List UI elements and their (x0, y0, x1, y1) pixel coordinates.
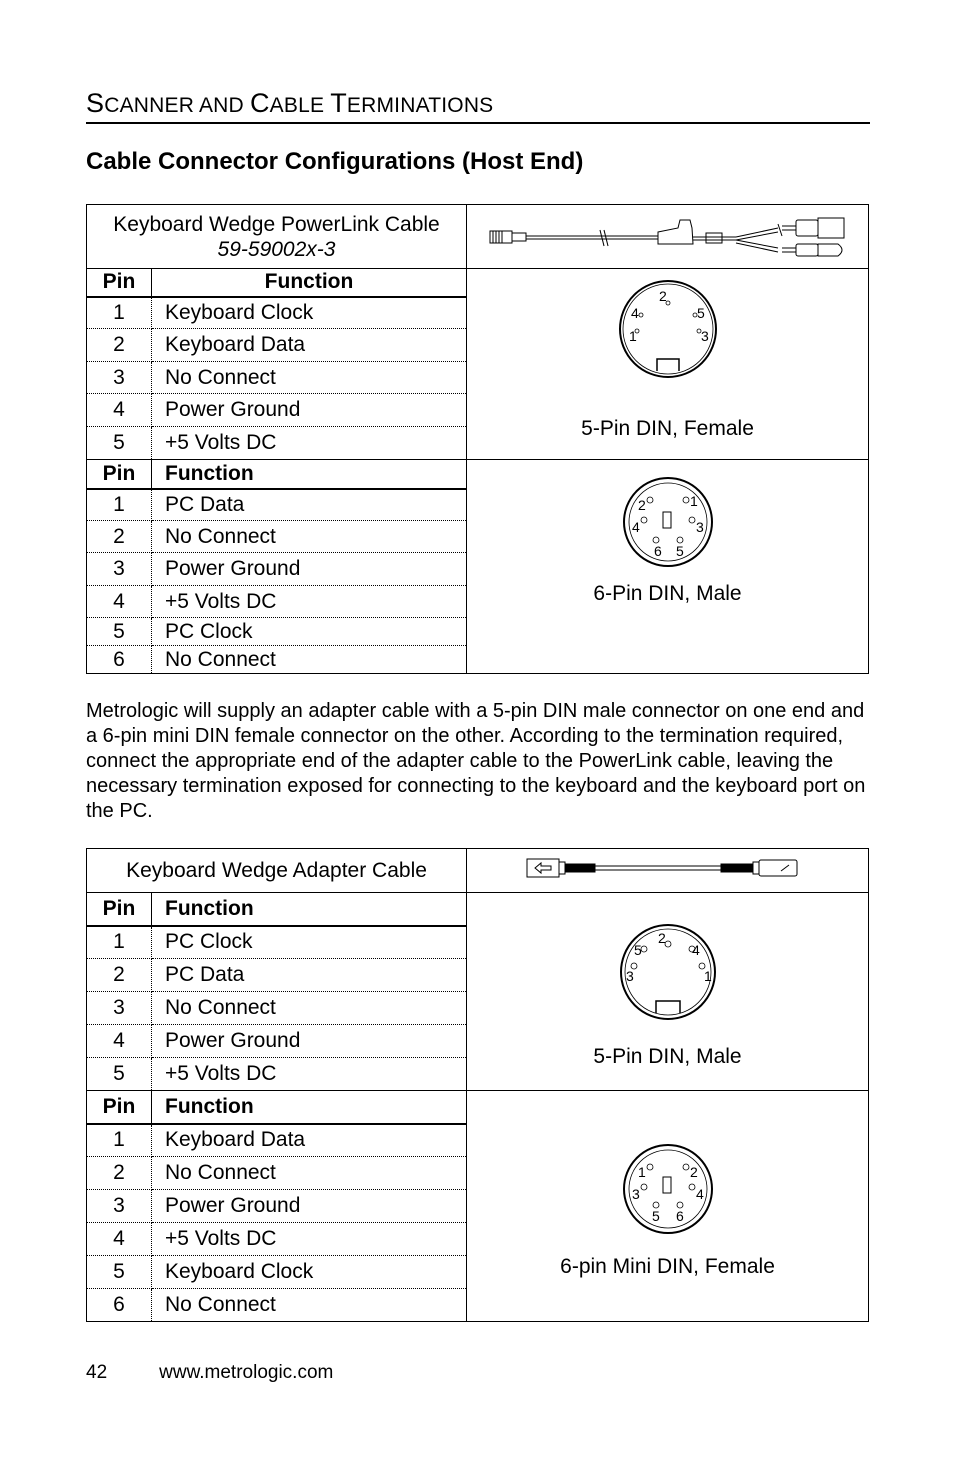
function-header: Function (152, 460, 467, 489)
connector-pin-label: 5 (633, 942, 642, 958)
connector-pin-label: 6 (653, 543, 662, 559)
header-cap-2: C (249, 88, 270, 118)
pin-header: Pin (87, 1091, 152, 1124)
pin-number: 6 (87, 646, 152, 674)
pin-function: Power Ground (152, 394, 467, 427)
footer-url: www.metrologic.com (159, 1362, 334, 1383)
pin-function: No Connect (152, 1289, 467, 1322)
connector-pin-label: 1 (628, 328, 637, 344)
header-cap-1: S (86, 88, 105, 118)
pin-number: 1 (87, 1124, 152, 1157)
pin-header: Pin (87, 893, 152, 926)
connector-pin-label: 5 (651, 1208, 660, 1224)
function-header: Function (152, 269, 467, 297)
header-rest-2: ABLE (269, 94, 331, 117)
connector-pin-label: 3 (625, 968, 634, 984)
connector-pin-label: 5 (675, 543, 684, 559)
pin-number: 2 (87, 329, 152, 362)
pin-number: 2 (87, 521, 152, 553)
function-header: Function (152, 893, 467, 926)
cable-part-number: 59-59002x-3 (217, 237, 336, 261)
connector-pin-label: 4 (630, 305, 639, 321)
pin-function: +5 Volts DC (152, 1223, 467, 1256)
pin-function: PC Data (152, 959, 467, 992)
pin-number: 1 (87, 926, 152, 959)
connector-pin-label: 3 (695, 519, 704, 535)
function-header: Function (152, 1091, 467, 1124)
connector-pin-label: 2 (637, 497, 646, 513)
cable-image-cell (467, 849, 869, 893)
pin-number: 4 (87, 1223, 152, 1256)
connector-pin-label: 3 (700, 328, 709, 344)
pin-number: 3 (87, 553, 152, 586)
pin-function: PC Clock (152, 926, 467, 959)
connector-pin-label: 2 (657, 930, 666, 946)
pin-number: 4 (87, 394, 152, 427)
adapter-cable-paragraph: Metrologic will supply an adapter cable with a 5-pin DIN male connector on one end and a 6-pin mini DIN female connector on the other. According to the termination required, connect the appropriate end of the adapter cable to the PowerLink cable, leaving the necessary termination exposed for connecting to the keyboard and the keyboard port on the PC. (86, 700, 866, 822)
5-pin-din-male-icon (616, 919, 720, 1025)
pin-number: 2 (87, 959, 152, 992)
pin-number: 4 (87, 586, 152, 618)
connector-label: 6-pin Mini DIN, Female (560, 1255, 775, 1278)
connector-pin-label: 4 (691, 942, 700, 958)
pin-number: 4 (87, 1025, 152, 1058)
cable-name-cell (87, 205, 467, 269)
connector-label: 5-Pin DIN, Female (581, 417, 754, 440)
5-pin-din-female-icon (613, 273, 723, 385)
pin-function: Keyboard Data (152, 329, 467, 362)
pin-number: 6 (87, 1289, 152, 1322)
connector-pin-label: 5 (696, 305, 705, 321)
pin-function: Keyboard Data (152, 1124, 467, 1157)
connector-pin-label: 4 (631, 519, 640, 535)
connector-cell-6pin-mini-din-female (467, 1091, 869, 1322)
pin-function: No Connect (152, 362, 467, 394)
page-footer (86, 1362, 333, 1384)
pin-function: +5 Volts DC (152, 1058, 467, 1091)
page-number: 42 (86, 1362, 108, 1383)
pin-function: No Connect (152, 992, 467, 1025)
pin-number: 3 (87, 992, 152, 1025)
pin-number: 1 (87, 297, 152, 329)
connector-label: 6-Pin DIN, Male (593, 582, 742, 605)
connector-cell-5pin-din-female (467, 269, 869, 460)
header-cap-3: T (330, 88, 347, 118)
connector-label: 5-Pin DIN, Male (593, 1045, 742, 1068)
cable-name: Keyboard Wedge PowerLink Cable (113, 212, 440, 236)
connector-pin-label: 4 (695, 1186, 704, 1202)
pin-function: No Connect (152, 646, 467, 674)
pin-number: 2 (87, 1157, 152, 1190)
pin-function: No Connect (152, 521, 467, 553)
cable-name-cell (87, 849, 467, 893)
page-header (86, 88, 870, 124)
pin-function: PC Data (152, 489, 467, 521)
connector-pin-label: 6 (675, 1208, 684, 1224)
pin-function: Keyboard Clock (152, 1256, 467, 1289)
powerlink-cable-table (86, 204, 869, 674)
pin-header: Pin (87, 460, 152, 489)
connector-pin-label: 2 (658, 288, 667, 304)
header-rest-3: ERMINATIONS (346, 94, 494, 117)
pin-number: 5 (87, 427, 152, 460)
pin-function: Power Ground (152, 553, 467, 586)
connector-pin-label: 1 (689, 493, 698, 509)
pin-function: No Connect (152, 1157, 467, 1190)
connector-pin-label: 2 (689, 1164, 698, 1180)
connector-pin-label: 3 (631, 1186, 640, 1202)
cable-name: Keyboard Wedge Adapter Cable (126, 859, 427, 882)
pin-function: +5 Volts DC (152, 586, 467, 618)
connector-cell-5pin-din-male (467, 893, 869, 1091)
pin-function: Keyboard Clock (152, 297, 467, 329)
pin-number: 5 (87, 618, 152, 646)
pin-number: 5 (87, 1256, 152, 1289)
adapter-cable-icon (523, 853, 813, 883)
6-pin-mini-din-female-icon (618, 1139, 718, 1239)
connector-cell-6pin-din-male (467, 460, 869, 674)
powerlink-cable-icon (478, 206, 858, 262)
pin-function: Power Ground (152, 1025, 467, 1058)
pin-number: 1 (87, 489, 152, 521)
cable-image-cell (467, 205, 869, 269)
pin-header: Pin (87, 269, 152, 297)
pin-number: 3 (87, 1190, 152, 1223)
pin-function: Power Ground (152, 1190, 467, 1223)
adapter-cable-table (86, 848, 869, 1322)
connector-pin-label: 1 (637, 1164, 646, 1180)
pin-number: 5 (87, 1058, 152, 1091)
6-pin-din-male-icon (618, 472, 718, 572)
pin-function: PC Clock (152, 618, 467, 646)
connector-pin-label: 1 (703, 968, 712, 984)
pin-function: +5 Volts DC (152, 427, 467, 460)
pin-number: 3 (87, 362, 152, 394)
section-title: Cable Connector Configurations (Host End) (86, 148, 584, 175)
header-rest-1: CANNER AND (104, 94, 250, 117)
